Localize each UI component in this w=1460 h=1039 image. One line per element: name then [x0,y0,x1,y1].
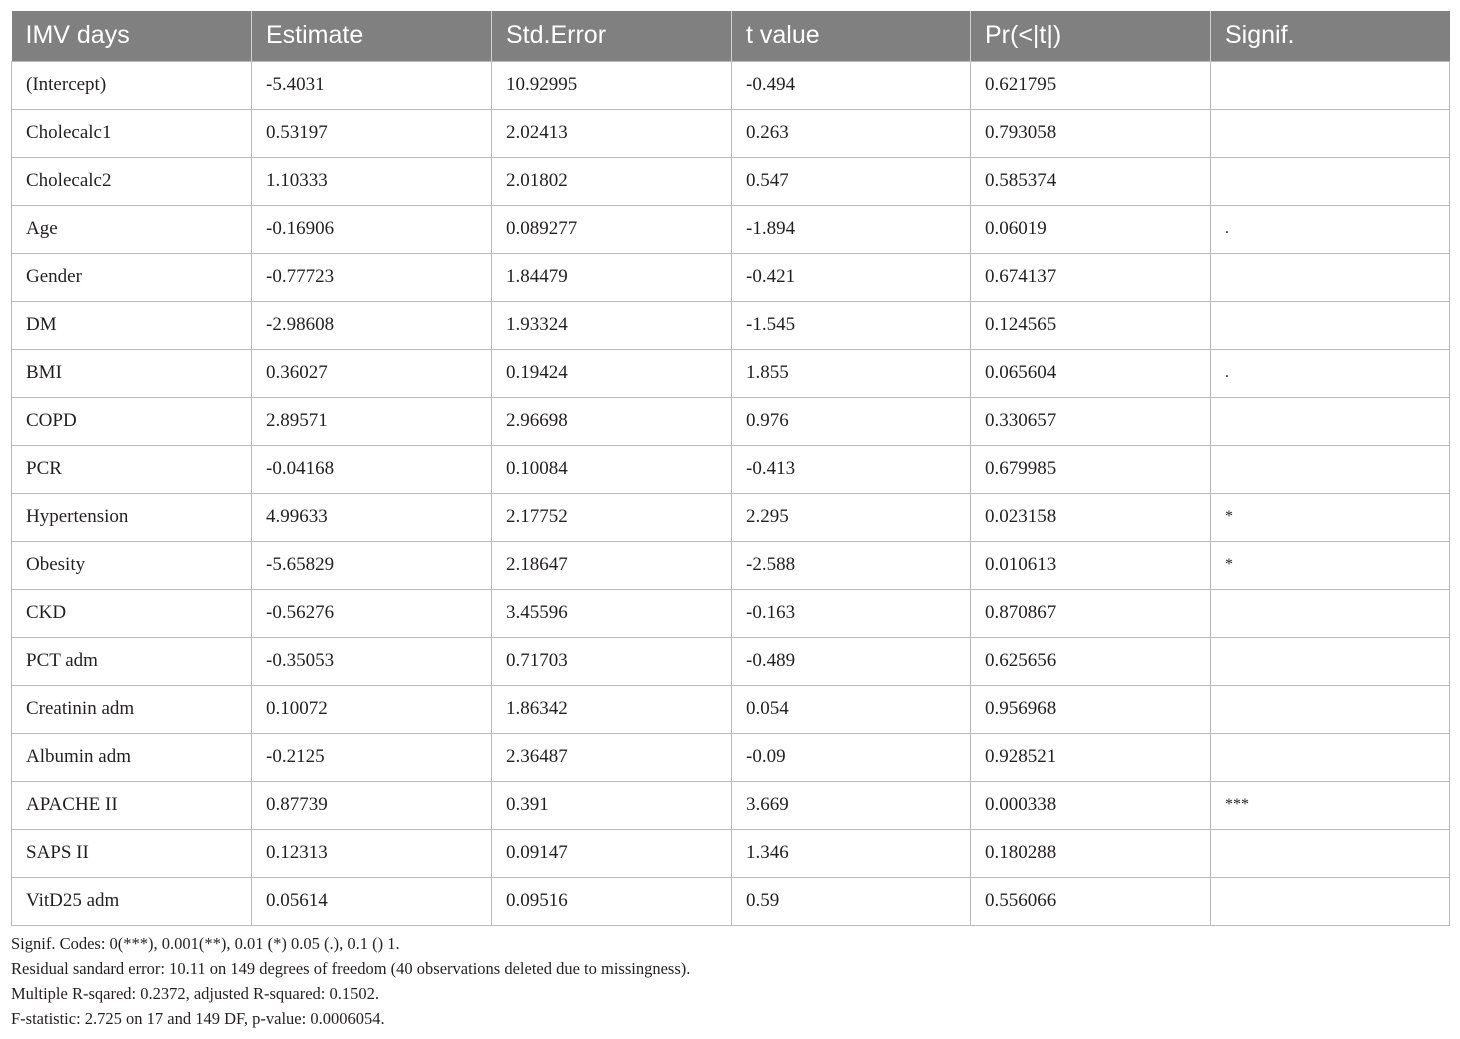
footnote-r-squared: Multiple R-sqared: 0.2372, adjusted R-squared: 0.1502. [11,984,379,1003]
cell-std-error: 0.71703 [492,637,732,685]
cell-t-value: 0.547 [732,157,971,205]
cell-estimate: 0.10072 [252,685,492,733]
cell-signif [1211,637,1450,685]
table-footnotes [11,931,1449,1031]
cell-std-error: 0.09147 [492,829,732,877]
cell-std-error: 2.18647 [492,541,732,589]
cell-variable: Age [12,205,252,253]
cell-variable: Albumin adm [12,733,252,781]
table-row [12,349,1450,397]
cell-signif: . [1211,205,1450,253]
cell-t-value: -2.588 [732,541,971,589]
cell-estimate: 0.05614 [252,877,492,925]
cell-estimate: 0.12313 [252,829,492,877]
cell-std-error: 3.45596 [492,589,732,637]
table-row [12,589,1450,637]
cell-variable: Creatinin adm [12,685,252,733]
table-row [12,685,1450,733]
cell-signif [1211,877,1450,925]
cell-estimate: -0.35053 [252,637,492,685]
cell-estimate: -2.98608 [252,301,492,349]
cell-t-value: 2.295 [732,493,971,541]
cell-p-value: 0.010613 [971,541,1211,589]
table-row [12,541,1450,589]
cell-signif [1211,301,1450,349]
cell-std-error: 0.089277 [492,205,732,253]
cell-std-error: 2.36487 [492,733,732,781]
cell-std-error: 0.19424 [492,349,732,397]
cell-t-value: -0.163 [732,589,971,637]
table-row [12,301,1450,349]
table-row [12,781,1450,829]
cell-variable: Obesity [12,541,252,589]
cell-t-value: -0.494 [732,61,971,109]
cell-variable: PCR [12,445,252,493]
cell-estimate: -0.77723 [252,253,492,301]
cell-signif: * [1211,493,1450,541]
cell-p-value: 0.065604 [971,349,1211,397]
cell-variable: PCT adm [12,637,252,685]
cell-signif [1211,157,1450,205]
footnote-f-statistic: F-statistic: 2.725 on 17 and 149 DF, p-value: 0.0006054. [11,1009,385,1028]
cell-signif: * [1211,541,1450,589]
table-row [12,109,1450,157]
cell-p-value: 0.06019 [971,205,1211,253]
cell-estimate: -0.16906 [252,205,492,253]
header-std-error: Std.Error [492,11,732,61]
cell-p-value: 0.585374 [971,157,1211,205]
cell-estimate: -5.65829 [252,541,492,589]
footnote-residual-error: Residual sandard error: 10.11 on 149 degrees of freedom (40 observations deleted due to missingness). [11,959,691,978]
cell-variable: Cholecalc2 [12,157,252,205]
cell-p-value: 0.023158 [971,493,1211,541]
cell-estimate: -0.04168 [252,445,492,493]
cell-variable: DM [12,301,252,349]
table-row [12,493,1450,541]
cell-signif [1211,829,1450,877]
table-row [12,61,1450,109]
cell-t-value: 1.855 [732,349,971,397]
cell-signif [1211,445,1450,493]
cell-t-value: 1.346 [732,829,971,877]
table-row [12,157,1450,205]
regression-table-container [11,11,1449,926]
cell-variable: Gender [12,253,252,301]
cell-p-value: 0.956968 [971,685,1211,733]
cell-variable: VitD25 adm [12,877,252,925]
cell-signif [1211,109,1450,157]
cell-variable: COPD [12,397,252,445]
table-row [12,637,1450,685]
cell-signif: *** [1211,781,1450,829]
cell-signif [1211,253,1450,301]
cell-variable: APACHE II [12,781,252,829]
header-estimate: Estimate [252,11,492,61]
cell-estimate: 1.10333 [252,157,492,205]
table-body [12,61,1450,925]
cell-std-error: 1.93324 [492,301,732,349]
cell-t-value: 0.263 [732,109,971,157]
cell-variable: (Intercept) [12,61,252,109]
footnote-signif-codes: Signif. Codes: 0(***), 0.001(**), 0.01 (*) 0.05 (.), 0.1 () 1. [11,934,400,953]
cell-p-value: 0.330657 [971,397,1211,445]
cell-signif [1211,589,1450,637]
cell-p-value: 0.679985 [971,445,1211,493]
cell-variable: Cholecalc1 [12,109,252,157]
cell-std-error: 10.92995 [492,61,732,109]
cell-p-value: 0.674137 [971,253,1211,301]
regression-table [11,11,1450,926]
table-header-row [12,11,1450,61]
cell-variable: Hypertension [12,493,252,541]
cell-estimate: 0.53197 [252,109,492,157]
header-imv-days: IMV days [12,11,252,61]
cell-p-value: 0.793058 [971,109,1211,157]
cell-t-value: 3.669 [732,781,971,829]
table-row [12,205,1450,253]
cell-t-value: -1.545 [732,301,971,349]
table-row [12,253,1450,301]
table-row [12,877,1450,925]
cell-estimate: -0.56276 [252,589,492,637]
cell-t-value: 0.59 [732,877,971,925]
cell-std-error: 0.09516 [492,877,732,925]
cell-p-value: 0.180288 [971,829,1211,877]
cell-std-error: 2.02413 [492,109,732,157]
header-t-value: t value [732,11,971,61]
cell-variable: SAPS II [12,829,252,877]
table-row [12,445,1450,493]
cell-p-value: 0.928521 [971,733,1211,781]
cell-signif [1211,733,1450,781]
header-signif: Signif. [1211,11,1450,61]
cell-estimate: 4.99633 [252,493,492,541]
cell-std-error: 2.01802 [492,157,732,205]
cell-variable: BMI [12,349,252,397]
cell-signif [1211,397,1450,445]
table-row [12,829,1450,877]
cell-estimate: -5.4031 [252,61,492,109]
header-p-value: Pr(<|t|) [971,11,1211,61]
cell-t-value: -0.413 [732,445,971,493]
cell-p-value: 0.625656 [971,637,1211,685]
cell-t-value: -0.09 [732,733,971,781]
cell-p-value: 0.556066 [971,877,1211,925]
cell-estimate: -0.2125 [252,733,492,781]
cell-p-value: 0.124565 [971,301,1211,349]
cell-p-value: 0.870867 [971,589,1211,637]
cell-t-value: -0.489 [732,637,971,685]
cell-signif [1211,61,1450,109]
cell-estimate: 2.89571 [252,397,492,445]
cell-t-value: -1.894 [732,205,971,253]
cell-std-error: 0.10084 [492,445,732,493]
cell-signif [1211,685,1450,733]
table-row [12,733,1450,781]
cell-t-value: 0.054 [732,685,971,733]
cell-std-error: 1.84479 [492,253,732,301]
cell-estimate: 0.36027 [252,349,492,397]
cell-t-value: -0.421 [732,253,971,301]
cell-signif: . [1211,349,1450,397]
cell-p-value: 0.000338 [971,781,1211,829]
cell-variable: CKD [12,589,252,637]
cell-std-error: 2.17752 [492,493,732,541]
cell-t-value: 0.976 [732,397,971,445]
cell-std-error: 1.86342 [492,685,732,733]
cell-std-error: 0.391 [492,781,732,829]
cell-estimate: 0.87739 [252,781,492,829]
cell-std-error: 2.96698 [492,397,732,445]
cell-p-value: 0.621795 [971,61,1211,109]
table-row [12,397,1450,445]
